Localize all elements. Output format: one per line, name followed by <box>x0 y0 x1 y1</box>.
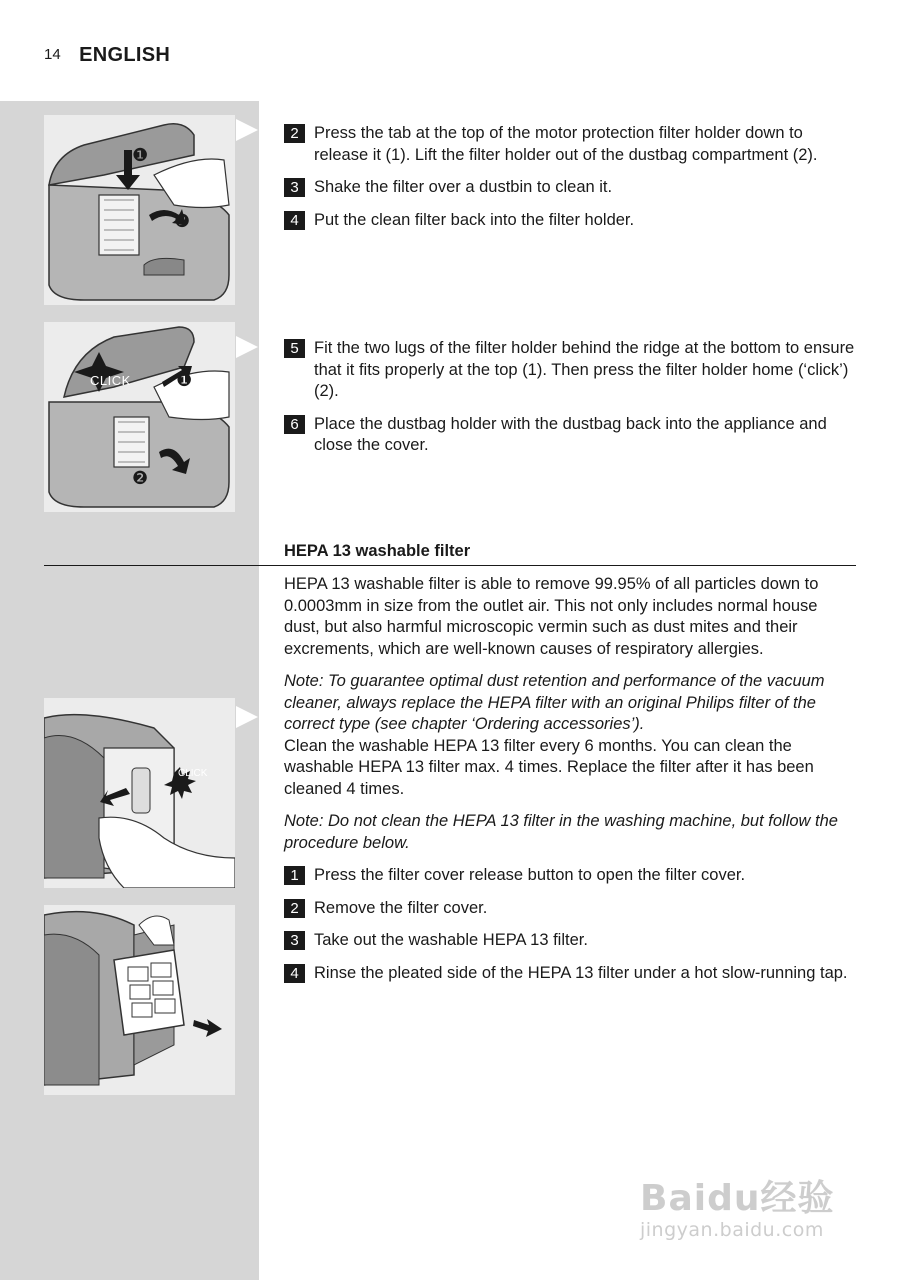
step-text: Take out the washable HEPA 13 filter. <box>314 931 588 949</box>
callout-1-icon: ❶ <box>176 370 193 390</box>
hepa-cleaning-interval: Clean the washable HEPA 13 filter every 6 months. You can clean the washable HEPA 13 filter max. 4 times. Replace the filter after it has been cleaned 4 times. <box>284 736 814 798</box>
step-text: Fit the two lugs of the filter holder behind the ridge at the bottom to ensure that it fits properly at the top (1). Then press the filter holder home (‘click’) (2). <box>314 339 855 400</box>
step-number: 3 <box>284 178 305 197</box>
illustration-remove-filter-holder <box>44 115 235 305</box>
hepa-section-heading: HEPA 13 washable filter <box>284 542 471 560</box>
step-number: 2 <box>284 899 305 918</box>
click-label: CLICK <box>178 768 208 779</box>
step-item <box>284 930 856 952</box>
step-text: Shake the filter over a dustbin to clean it. <box>314 178 613 196</box>
step-item <box>284 338 856 403</box>
illustration-pointer <box>236 336 258 358</box>
step-number: 2 <box>284 124 305 143</box>
illustration-pointer <box>236 706 258 728</box>
step-item <box>284 898 856 920</box>
step-text: Place the dustbag holder with the dustbag back into the appliance and close the cover. <box>314 414 827 454</box>
vacuum-rear-cover-drawing <box>44 698 235 888</box>
step-text: Press the filter cover release button to open the filter cover. <box>314 866 746 884</box>
callout-1-icon: ❶ <box>132 145 149 165</box>
step-number: 4 <box>284 211 305 230</box>
watermark-url: jingyan.baidu.com <box>640 1219 824 1241</box>
step-item <box>284 210 856 232</box>
step-item <box>284 414 856 457</box>
illustration-refit-filter-holder <box>44 322 235 512</box>
illustration-open-filter-cover <box>44 698 235 888</box>
step-text: Press the tab at the top of the motor protection filter holder down to release it (1). Lift the filter holder out of the dustbag compartment (2). <box>314 124 818 164</box>
hepa-note-genuine-filter: Note: To guarantee optimal dust retention and performance of the vacuum cleaner, always replace the HEPA filter with an original Philips filter of the correct type (see chapter ‘Ordering accessories’). <box>284 672 825 733</box>
step-number: 4 <box>284 964 305 983</box>
page-header <box>44 44 170 67</box>
section-divider <box>44 565 856 566</box>
vacuum-open-lid-drawing <box>44 115 235 305</box>
step-text: Put the clean filter back into the filter holder. <box>314 210 635 229</box>
hepa-intro-paragraph: HEPA 13 washable filter is able to remove 99.95% of all particles down to 0.0003mm in size from the outlet air. This not only includes normal house dust, but also harmful microscopic vermin such as dust mites and their excrements, which are well-known causes of respiratory allergies. <box>284 575 819 658</box>
step-item <box>284 177 856 199</box>
page-number: 14 <box>44 46 61 63</box>
steps-block-2 <box>284 338 856 468</box>
click-label: CLICK <box>90 373 131 388</box>
callout-2-icon: ❷ <box>132 468 149 488</box>
hepa-section-body <box>284 574 856 995</box>
section-title: ENGLISH <box>79 44 171 66</box>
baidu-watermark <box>640 1170 860 1250</box>
steps-block-1 <box>284 123 856 242</box>
step-item <box>284 123 856 166</box>
step-item <box>284 865 856 887</box>
watermark-logo: Baidu经验 <box>640 1178 835 1219</box>
illustration-remove-hepa-filter <box>44 905 235 1095</box>
hepa-note-no-washing-machine: Note: Do not clean the HEPA 13 filter in the washing machine, but follow the procedure below. <box>284 812 838 852</box>
step-item <box>284 963 856 985</box>
vacuum-filter-removal-drawing <box>44 905 235 1095</box>
step-number: 3 <box>284 931 305 950</box>
step-text: Rinse the pleated side of the HEPA 13 filter under a hot slow-running tap. <box>314 963 848 982</box>
step-text: Remove the filter cover. <box>314 898 488 917</box>
step-number: 5 <box>284 339 305 358</box>
step-number: 6 <box>284 415 305 434</box>
callout-2-icon: ❷ <box>174 211 191 231</box>
illustration-pointer <box>236 119 258 141</box>
step-number: 1 <box>284 866 305 885</box>
